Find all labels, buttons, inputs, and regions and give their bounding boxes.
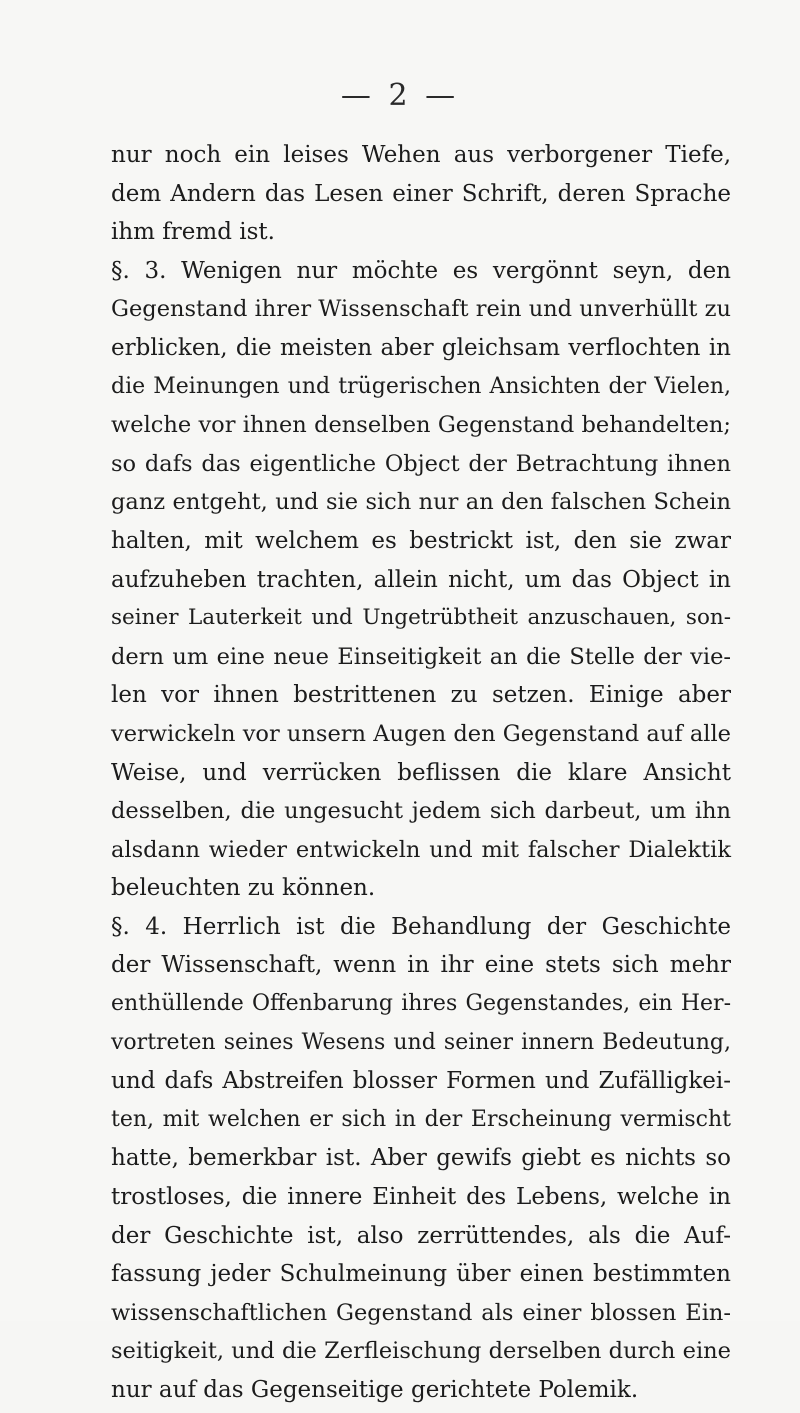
text-line: §. 4. Herrlich ist die Behandlung der Geschichte	[111, 913, 731, 940]
text-line: erblicken, die meisten aber gleichsam verflochten in	[111, 334, 731, 361]
text-line: der Wissenschaft, wenn in ihr eine stets sich mehr	[111, 952, 731, 979]
text-line: len vor ihnen bestrittenen zu setzen. Einige aber	[111, 682, 731, 709]
text-line: verwickeln vor unsern Augen den Gegenstand auf alle	[111, 720, 731, 747]
text-line: die Meinungen und trügerischen Ansichten der Vielen,	[111, 373, 731, 399]
text-line: wissenschaftlichen Gegenstand als einer blossen Ein-	[111, 1299, 731, 1326]
text-line: dern um eine neue Einseitigkeit an die Stelle der vie-	[111, 643, 731, 670]
text-line: dem Andern das Lesen einer Schrift, deren Sprache	[111, 180, 731, 207]
text-line: halten, mit welchem es bestrickt ist, den sie zwar	[111, 527, 731, 554]
text-line: fassung jeder Schulmeinung über einen bestimmten	[111, 1261, 731, 1288]
text-line: trostloses, die innere Einheit des Lebens, welche in	[111, 1184, 731, 1211]
text-line: Weise, und verrücken beflissen die klare Ansicht	[111, 759, 731, 786]
text-line: alsdann wieder entwickeln und mit falscher Dialektik	[111, 836, 731, 863]
text-line: ganz entgeht, und sie sich nur an den falschen Schein	[111, 489, 731, 516]
page-number: — 2 —	[340, 78, 460, 113]
text-line: §. 3. Wenigen nur möchte es vergönnt seyn, den	[111, 257, 731, 284]
body-text	[111, 139, 731, 1413]
text-line: hatte, bemerkbar ist. Aber gewifs giebt es nichts so	[111, 1145, 731, 1172]
text-line: nur auf das Gegenseitige gerichtete Polemik.	[111, 1377, 639, 1403]
text-line: ten, mit welchen er sich in der Erscheinung vermischt	[111, 1106, 731, 1132]
text-line: welche vor ihnen denselben Gegenstand behandelten;	[111, 412, 731, 439]
text-line: so dafs das eigentliche Object der Betrachtung ihnen	[111, 450, 731, 477]
text-line: aufzuheben trachten, allein nicht, um das Object in	[111, 566, 731, 593]
text-line: seiner Lauterkeit und Ungetrübtheit anzuschauen, son-	[111, 605, 731, 631]
text-line: desselben, die ungesucht jedem sich darbeut, um ihn	[111, 798, 731, 825]
text-line: der Geschichte ist, also zerrüttendes, als die Auf-	[111, 1222, 731, 1249]
text-line: seitigkeit, und die Zerfleischung derselben durch eine	[111, 1338, 731, 1365]
text-line: ihm fremd ist.	[111, 219, 275, 246]
text-line: vortreten seines Wesens und seiner innern Bedeutung,	[111, 1029, 731, 1055]
text-line: und dafs Abstreifen blosser Formen und Zufälligkei-	[111, 1068, 731, 1095]
text-line: enthüllende Offenbarung ihres Gegenstandes, ein Her-	[111, 991, 731, 1017]
text-line: nur noch ein leises Wehen aus verborgener Tiefe,	[111, 142, 731, 168]
text-line: Gegenstand ihrer Wissenschaft rein und unverhüllt zu	[111, 296, 731, 323]
text-line: beleuchten zu können.	[111, 875, 376, 902]
